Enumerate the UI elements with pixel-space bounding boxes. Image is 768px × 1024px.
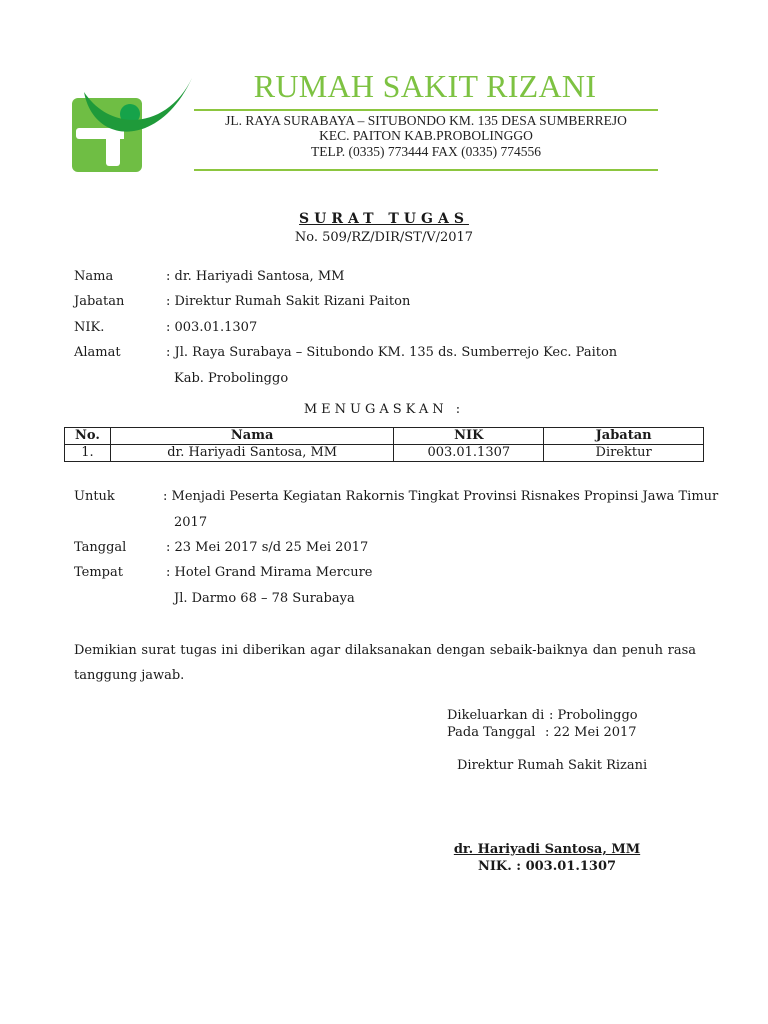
header-rule-top <box>194 109 658 111</box>
letter-number: No. 509/RZ/DIR/ST/V/2017 <box>294 230 474 245</box>
signatory-role: Direktur Rumah Sakit Rizani <box>457 758 648 773</box>
signatory-name-wrap <box>400 841 694 858</box>
letter-title: SURAT TUGAS <box>299 211 469 227</box>
hospital-logo-icon <box>72 76 194 174</box>
issued-at-value: : Probolinggo <box>549 708 638 723</box>
date-value: : 23 Mei 2017 s/d 25 Mei 2017 <box>166 540 369 555</box>
issuer-name-value: : dr. Hariyadi Santosa, MM <box>166 269 345 284</box>
place-label: Tempat <box>74 565 123 580</box>
date-label: Tanggal <box>74 540 127 555</box>
cell-nama: dr. Hariyadi Santosa, MM <box>110 445 393 462</box>
cell-no: 1. <box>65 445 111 462</box>
closing-paragraph: Demikian surat tugas ini diberikan agar dilaksanakan dengan sebaik-baiknya dan penuh rasa tanggung jawab. <box>74 643 696 683</box>
issuer-nik-value: : 003.01.1307 <box>166 320 258 335</box>
issuer-address-value-2: Kab. Probolinggo <box>174 371 289 386</box>
address-line-1: JL. RAYA SURABAYA – SITUBONDO KM. 135 DESA SUMBERREJO <box>225 113 627 128</box>
purpose-value-1: : Menjadi Peserta Kegiatan Rakornis Tingkat Provinsi Risnakes Propinsi Jawa Timur <box>163 489 719 504</box>
issued-at-label: Dikeluarkan di <box>447 708 545 723</box>
cell-nik: 003.01.1307 <box>394 445 544 462</box>
address-line-3: TELP. (0335) 773444 FAX (0335) 774556 <box>311 144 541 159</box>
hospital-name: RUMAH SAKIT RIZANI <box>253 68 597 104</box>
column-header-nama: Nama <box>110 428 393 445</box>
issuer-address-label: Alamat <box>74 345 121 360</box>
column-header-no: No. <box>65 428 111 445</box>
signatory-nik: NIK. : 003.01.1307 <box>477 859 617 874</box>
issued-date-label: Pada Tanggal <box>447 725 536 740</box>
issued-date-value: : 22 Mei 2017 <box>545 725 637 740</box>
assignment-heading: MENUGASKAN : <box>303 402 465 417</box>
header-rule-bottom <box>194 169 658 171</box>
table-header-row <box>65 428 704 445</box>
column-header-jabatan: Jabatan <box>544 428 704 445</box>
issuer-position-value: : Direktur Rumah Sakit Rizani Paiton <box>166 294 411 309</box>
address-line-2: KEC. PAITON KAB.PROBOLINGGO <box>319 128 533 143</box>
assignment-table <box>64 427 704 462</box>
cell-jabatan: Direktur <box>544 445 704 462</box>
issuer-address-value-1: : Jl. Raya Surabaya – Situbondo KM. 135 ds. Sumberrejo Kec. Paiton <box>166 345 618 360</box>
place-value-1: : Hotel Grand Mirama Mercure <box>166 565 373 580</box>
purpose-label: Untuk <box>74 489 115 504</box>
issuer-position-label: Jabatan <box>74 294 125 309</box>
issuer-name-label: Nama <box>74 269 114 284</box>
signatory-name: dr. Hariyadi Santosa, MM <box>453 842 641 857</box>
purpose-value-2: 2017 <box>174 515 208 530</box>
column-header-nik: NIK <box>394 428 544 445</box>
place-value-2: Jl. Darmo 68 – 78 Surabaya <box>174 591 355 606</box>
issuer-nik-label: NIK. <box>74 320 105 335</box>
table-row <box>65 445 704 462</box>
